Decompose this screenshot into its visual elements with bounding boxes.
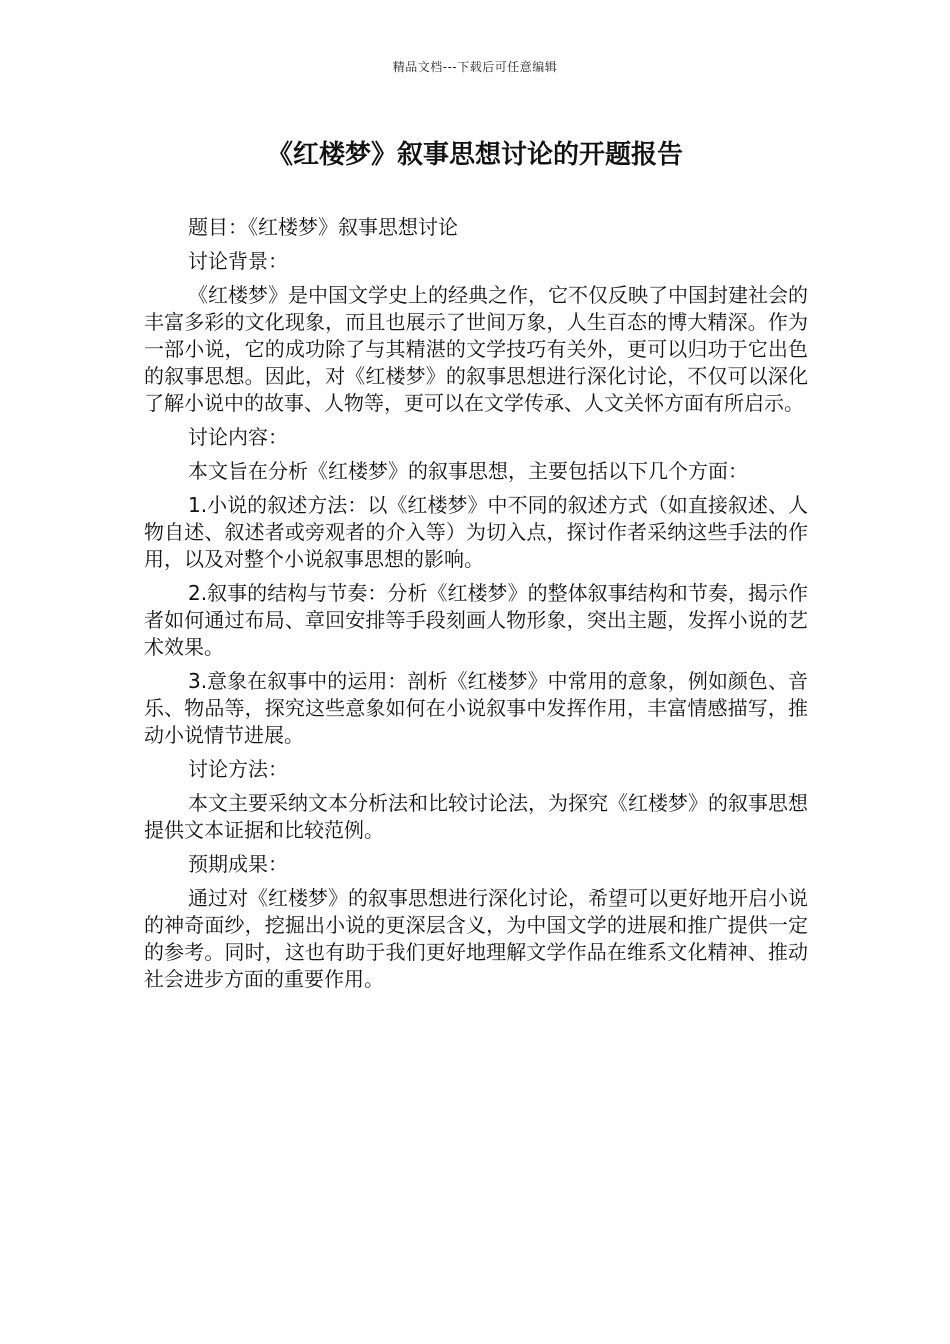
paragraph-method: 本文主要采纳文本分析法和比较讨论法，为探究《红楼梦》的叙事思想提供文本证据和比较范例。	[144, 791, 808, 842]
header-note: 精品文档---下载后可任意编辑	[392, 60, 558, 74]
paragraph-results: 通过对《红楼梦》的叙事思想进行深化讨论，希望可以更好地开启小说的神奇面纱，挖掘出小说的更深层含义，为中国文学的进展和推广提供一定的参考。同时，这也有助于我们更好地理解文学作品在维系文化精神、推动社会进步方面的重要作用。	[144, 886, 808, 991]
paragraph-content-item-2: 2.叙事的结构与节奏：分析《红楼梦》的整体叙事结构和节奏，揭示作者如何通过布局、章回安排等手段刻画人物形象，突出主题，发挥小说的艺术效果。	[144, 581, 808, 659]
paragraph-content-item-3: 3.意象在叙事中的运用：剖析《红楼梦》中常用的意象，例如颜色、音乐、物品等，探究这些意象如何在小说叙事中发挥作用，丰富情感描写，推动小说情节进展。	[144, 669, 808, 747]
section-heading-results: 预期成果：	[188, 852, 288, 876]
paragraph-content-item-1: 1.小说的叙述方法：以《红楼梦》中不同的叙述方式（如直接叙述、人物自述、叙述者或旁观者的介入等）为切入点，探讨作者采纳这些手法的作用，以及对整个小说叙事思想的影响。	[144, 493, 808, 571]
paragraph-background: 《红楼梦》是中国文学史上的经典之作，它不仅反映了中国封建社会的丰富多彩的文化现象，而且也展示了世间万象，人生百态的博大精深。作为一部小说，它的成功除了与其精湛的文学技巧有关外，更可以归功于它出色的叙事思想。因此，对《红楼梦》的叙事思想进行深化讨论，不仅可以深化了解小说中的故事、人物等，更可以在文学传承、人文关怀方面有所启示。	[144, 283, 808, 415]
document-body	[144, 214, 808, 1000]
section-heading-method: 讨论方法：	[188, 757, 288, 781]
section-heading-content: 讨论内容：	[188, 425, 288, 449]
section-heading-background: 讨论背景：	[188, 249, 288, 273]
document-title: 《红楼梦》叙事思想讨论的开题报告	[266, 140, 683, 170]
paragraph-topic: 题目：《红楼梦》叙事思想讨论	[188, 215, 458, 239]
paragraph-content-intro: 本文旨在分析《红楼梦》的叙事思想，主要包括以下几个方面：	[188, 459, 748, 483]
